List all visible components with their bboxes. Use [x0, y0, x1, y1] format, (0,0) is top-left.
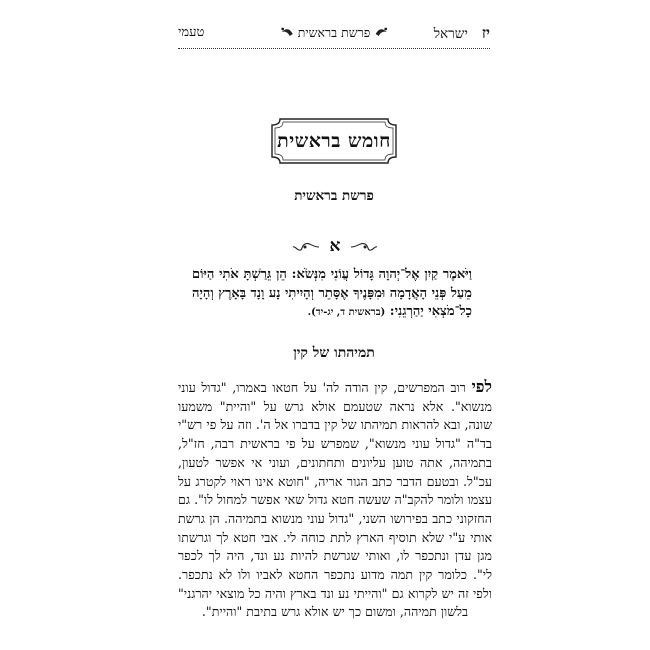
verse-text: וַיֹּאמֶר קַיִן אֶל־יְהוָה גָּדוֹל עֲוֹנִי מִנְּשֹׂא: הֵן גֵּרַשְׁתָּ אֹתִי הַיּוֹם מֵעַל פְּנֵי הָאֲדָמָה וּמִפָּנֶיךָ אֶסָּתֵר וְהָיִיתִי נָע וָנָד בָּאָרֶץ וְהָיָה כָל־מֹצְאִי יַהַרְגֵנִי: [192, 267, 472, 319]
section-letter: א [329, 236, 341, 256]
commentary-paragraph [178, 378, 492, 622]
book-name-second: ישראל [433, 26, 468, 42]
page-number: יז [481, 24, 490, 42]
section-marker [290, 236, 380, 258]
section-name: פרשת בראשית [297, 25, 371, 40]
book-name-first: טעמי [178, 25, 205, 40]
running-header [178, 24, 490, 44]
section-heading: תמיהתו של קין [293, 345, 375, 361]
header-right [434, 24, 490, 43]
commentary-text: רוב המפרשים, קין הודה לה' על חטאו באמרו, "גדול עוני מנשוא". אלא נראה שטעמם אולא גרש על "והיית" משמעו שונה, ובא להראות תמיהתו של קין בדברו אל ה'. וזה על פי רש"י בד"ה "גדול עוני מנשוא", שמפרש על פי בראשית רבה, חז"ל, בתמיהה, אתה טוען עליונים ותחתונים, ועוני אי אפשר לטעון, עכ"ל. ובטעם הדבר כתב הגור אריה, "חוטא אינו ראוי לקטרג על עצמו ולומר להקב"ה שעשה חטא גדול שאי אפשר למחול לו". גם החזקוני כתב בפירושו השני, "גדול עוני מנשוא בתמיהה. הן גרשת אותי ע"י שלא תוסיף הארץ לתת כוחה לי. אבי חטא לך וגרשתו מגן עדן ונתכפר לו, ואותי שגרשת להיות נע ונד, היה לך לכפר לי". כלומר קין תמה מדוע נתכפר החטא לאביו ולו לא נתכפר. ולפי זה יש לקרוא גם "והייתי נע ונד בארץ והיה כל מוצאי יהרגני" בלשון תמיהה, ומשום כך יש אולא גרש בתיבת "והיית". [178, 380, 492, 620]
fleuron-icon [280, 26, 294, 38]
header-center [280, 24, 389, 42]
flourish-right-icon [350, 241, 378, 253]
chapter-title-frame [270, 117, 398, 165]
fleuron-icon [374, 26, 388, 38]
verse-source: (בראשית ד, יג-יד). [307, 307, 386, 318]
parasha-heading: פרשת בראשית [294, 188, 374, 204]
header-divider [178, 48, 490, 49]
lead-word: לפי [471, 377, 492, 396]
chapter-title: חומש בראשית [277, 130, 391, 152]
verse-quote [192, 266, 472, 323]
